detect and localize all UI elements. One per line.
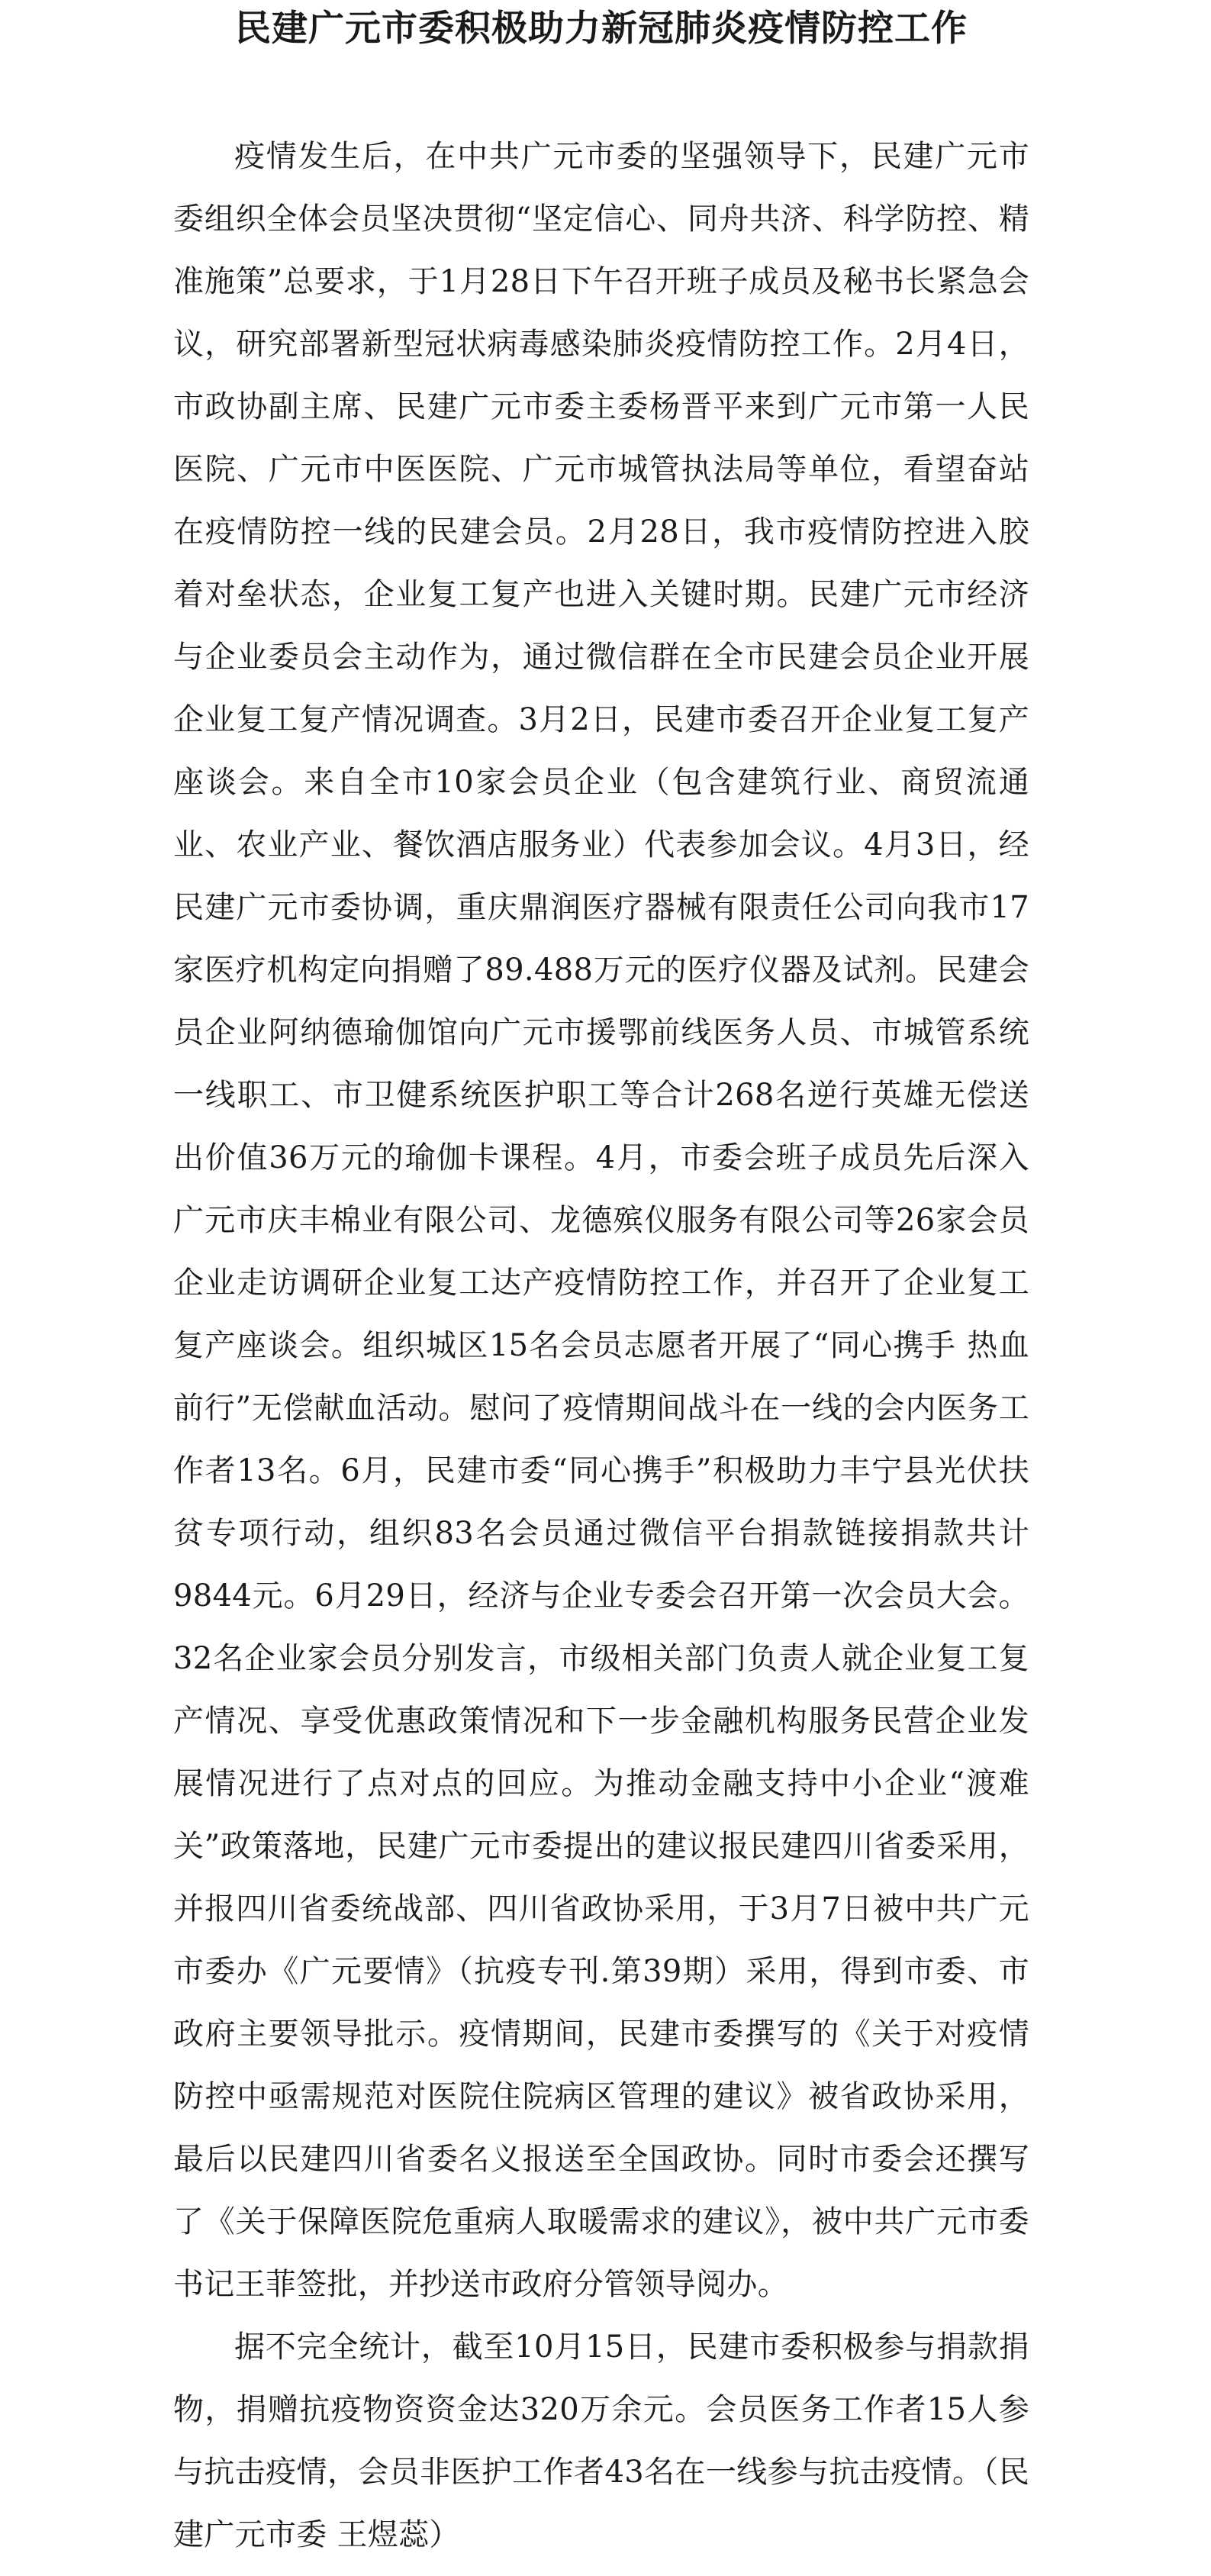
article-title: 民建广元市委积极助力新冠肺炎疫情防控工作: [235, 8, 968, 50]
article-paragraph-2: 据不完全统计，截至10月15日，民建市委积极参与捐款捐物，捐赠抗疫物资资金达320万余元。会员医务工作者15人参与抗击疫情，会员非医护工作者43名在一线参与抗击疫情。（民建广元市委 王煜蕊）: [173, 2329, 1029, 2552]
article-paragraph-1: 疫情发生后，在中共广元市委的坚强领导下，民建广元市委组织全体会员坚决贯彻“坚定信心、同舟共济、科学防控、精准施策”总要求，于1月28日下午召开班子成员及秘书长紧急会议，研究部署新型冠状病毒感染肺炎疫情防控工作。2月4日，市政协副主席、民建广元市委主委杨晋平来到广元市第一人民医院、广元市中医医院、广元市城管执法局等单位，看望奋站在疫情防控一线的民建会员。2月28日，我市疫情防控进入胶着对垒状态，企业复工复产也进入关键时期。民建广元市经济与企业委员会主动作为，通过微信群在全市民建会员企业开展企业复工复产情况调查。3月2日，民建市委召开企业复工复产座谈会。来自全市10家会员企业（包含建筑行业、商贸流通业、农业产业、餐饮酒店服务业）代表参加会议。4月3日，经民建广元市委协调，重庆鼎润医疗器械有限责任公司向我市17家医疗机构定向捐赠了89.488万元的医疗仪器及试剂。民建会员企业阿纳德瑜伽馆向广元市援鄂前线医务人员、市城管系统一线职工、市卫健系统医护职工等合计268名逆行英雄无偿送出价值36万元的瑜伽卡课程。4月，市委会班子成员先后深入广元市庆丰棉业有限公司、龙德殡仪服务有限公司等26家会员企业走访调研企业复工达产疫情防控工作，并召开了企业复工复产座谈会。组织城区15名会员志愿者开展了“同心携手 热血前行”无偿献血活动。慰问了疫情期间战斗在一线的会内医务工作者13名。6月，民建市委“同心携手”积极助力丰宁县光伏扶贫专项行动，组织83名会员通过微信平台捐款链接捐款共计9844元。6月29日，经济与企业专委会召开第一次会员大会。32名企业家会员分别发言，市级相关部门负责人就企业复工复产情况、享受优惠政策情况和下一步金融机构服务民营企业发展情况进行了点对点的回应。为推动金融支持中小企业“渡难关”政策落地，民建广元市委提出的建议报民建四川省委采用，并报四川省委统战部、四川省政协采用，于3月7日被中共广元市委办《广元要情》（抗疫专刊.第39期）采用，得到市委、市政府主要领导批示。疫情期间，民建市委撰写的《关于对疫情防控中亟需规范对医院住院病区管理的建议》被省政协采用，最后以民建四川省委名义报送至全国政协。同时市委会还撰写了《关于保障医院危重病人取暖需求的建议》，被中共广元市委书记王菲签批，并抄送市政府分管领导阅办。: [173, 139, 1029, 2302]
article-body: [173, 125, 1029, 2566]
